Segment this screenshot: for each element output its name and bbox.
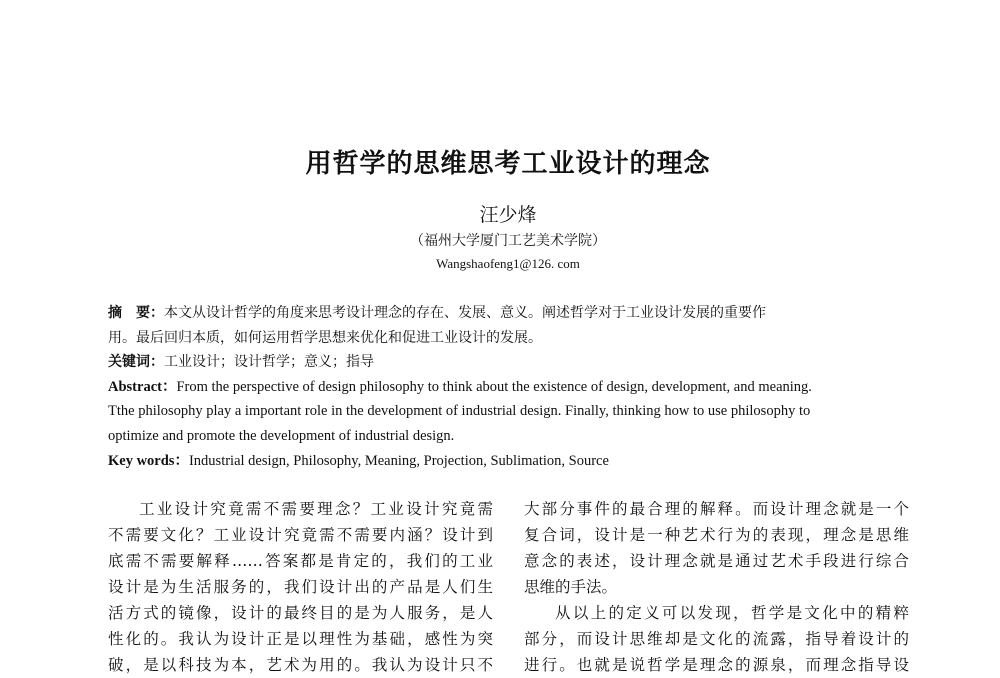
keywords-en-text: Industrial design, Philosophy, Meaning, Projection, Sublimation, Source (188, 452, 609, 469)
body-line: 复合词，设计是一种艺术行为的表现，理念是思维 (524, 526, 909, 544)
body-line: 大部分事件的最合理的解释。而设计理念就是一个 (524, 500, 909, 518)
body-line: 不需要文化？工业设计究竟需不需要内涵？设计到 (108, 526, 493, 544)
abstract-cn-text: 本文从设计哲学的角度来思考设计理念的存在、发展、意义。阐述哲学对于工业设计发展的重要作 (164, 305, 766, 321)
abstract-en-text: From the perspective of design philosophy to think about the existence of design, development, and meaning. (176, 378, 812, 395)
body-column-left (108, 496, 493, 678)
body-line: 性化的。我认为设计正是以理性为基础，感性为突 (108, 630, 493, 648)
abstract-section (108, 301, 910, 473)
author-email: Wangshaofeng1@126. com (436, 256, 580, 271)
body-line: 设计是为生活服务的，我们设计出的产品是人们生 (108, 578, 493, 596)
paper-title: 用哲学的思维思考工业设计的理念 (305, 149, 711, 179)
keywords-cn-label: 关键词： (108, 354, 164, 371)
keywords-cn (108, 350, 910, 375)
abstract-cn-label: 摘 要： (108, 305, 164, 321)
abstract-en-label: Abstract： (108, 378, 177, 395)
keywords-cn-text: 工业设计；设计哲学；意义；指导 (164, 354, 374, 371)
author: 汪少烽 (479, 204, 537, 226)
body-line: 活方式的镜像，设计的最终目的是为人服务，是人 (108, 604, 493, 622)
body-line: 意念的表述，设计理念就是通过艺术手段进行综合 (524, 552, 909, 570)
body-line: 部分，而设计思维却是文化的流露，指导着设计的 (524, 630, 909, 648)
body-column-right (524, 496, 909, 678)
keywords-en (108, 449, 910, 474)
abstract-cn-line (108, 301, 910, 326)
abstract-en-line (108, 375, 910, 400)
affiliation: （福州大学厦门工艺美术学院） (410, 233, 606, 249)
body-line: 思维的手法。 (524, 578, 618, 596)
body-line: 从以上的定义可以发现，哲学是文化中的精粹 (555, 604, 909, 622)
abstract-cn-line: 用。最后回归本质，如何运用哲学思想来优化和促进工业设计的发展。 (108, 329, 542, 346)
abstract-en-line: optimize and promote the development of industrial design. (108, 427, 455, 444)
body-line: 破，是以科技为本，艺术为用的。我认为设计只不 (108, 656, 493, 674)
body-line: 进行。也就是说哲学是理念的源泉，而理念指导设 (524, 656, 909, 674)
abstract-en-line: Tthe philosophy play a important role in the development of industrial design. Finally, thinking how to use philosophy to (108, 403, 811, 420)
keywords-en-label: Key words： (108, 452, 189, 469)
body-line: 工业设计究竟需不需要理念？工业设计究竟需 (139, 500, 493, 518)
body-line: 底需不需要解释……答案都是肯定的，我们的工业 (108, 552, 493, 570)
